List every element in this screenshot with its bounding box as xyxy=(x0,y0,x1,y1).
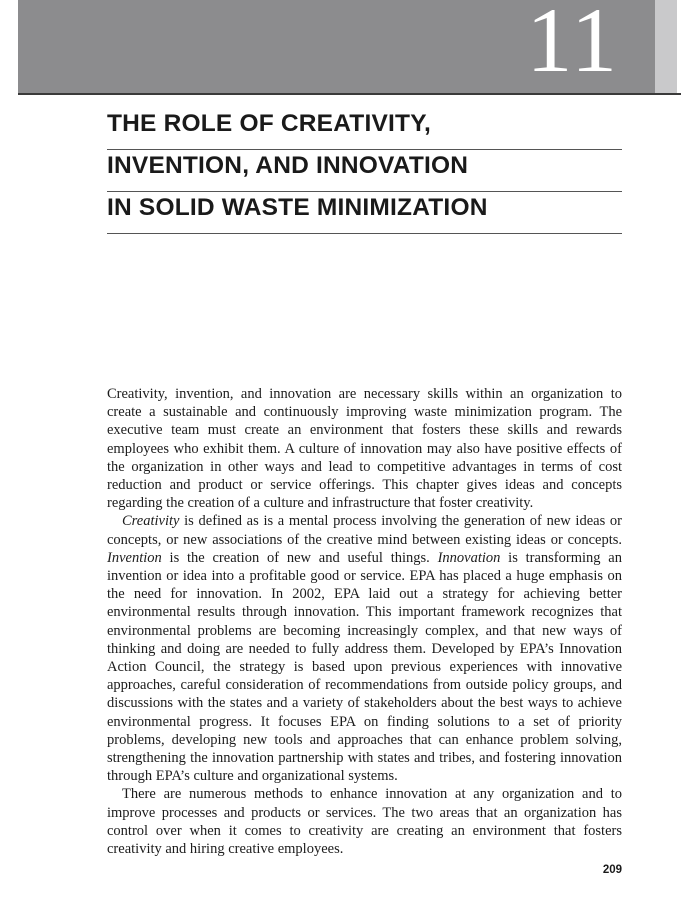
chapter-title xyxy=(107,108,622,234)
chapter-title-line: IN SOLID WASTE MINIMIZATION xyxy=(107,192,622,234)
chapter-number: 11 xyxy=(526,0,619,91)
term-invention: Invention xyxy=(107,549,162,566)
paragraph-intro: Creativity, invention, and innovation are necessary skills within an organization to create a sustainable and continuously improving waste minimization program. The executive team must create an environment that fosters these skills and rewards employees who exhibit them. A culture of innovation may also have positive effects of the organization in other ways and lead to competitive advantages in terms of cost reduction and product or service offerings. This chapter gives ideas and concepts regarding the creation of a culture and infrastructure that foster creativity. xyxy=(107,386,622,512)
paragraph-definitions xyxy=(107,512,622,785)
paragraph-text: is transforming an invention or idea into a profitable good or service. EPA has placed a huge emphasis on the need for innovation. In 2002, EPA laid out a strategy for achieving better environmental results through innovation. This important framework recognizes that environmental problems are becoming increasingly complex, and that new ways of thinking and doing are needed to fully address them. Developed by EPA’s Innovation Action Council, the strategy is based upon previous experiences with innovative approaches, careful consideration of recommendations from outside policy groups, and discussions with the states and a variety of stakeholders about the best ways to achieve environmental progress. It focuses EPA on finding solutions to a set of priority problems, developing new tools and approaches that can enhance problem solving, strengthening the innovation partnership with states and tribes, and fostering innovation through EPA’s culture and organizational systems. xyxy=(107,549,622,785)
chapter-header-rule xyxy=(18,93,681,95)
chapter-header-tab xyxy=(655,0,677,94)
chapter-title-line: THE ROLE OF CREATIVITY, xyxy=(107,108,622,150)
term-innovation: Innovation xyxy=(437,549,501,566)
body-text xyxy=(107,385,622,858)
paragraph-text: is defined as is a mental process involving the generation of new ideas or concepts, or new associations of the creative mind between existing ideas or concepts. xyxy=(107,513,622,548)
chapter-title-line: INVENTION, AND INNOVATION xyxy=(107,150,622,192)
term-creativity: Creativity xyxy=(122,513,180,530)
paragraph-text: is the creation of new and useful things. xyxy=(161,549,438,566)
page-number: 209 xyxy=(602,864,622,876)
paragraph-methods: There are numerous methods to enhance innovation at any organization and to improve processes and products or services. The two areas that an organization has control over when it comes to creativity are creating an environment that fosters creativity and hiring creative employees. xyxy=(107,786,622,858)
